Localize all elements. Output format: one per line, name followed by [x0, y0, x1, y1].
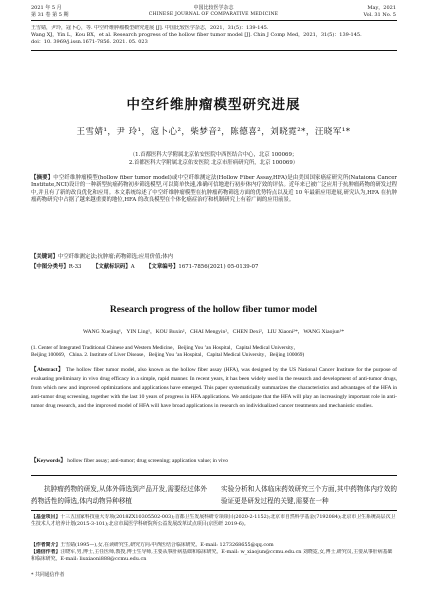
abstract-cn-label: 【摘要】 [31, 175, 54, 181]
affiliation-cn-1: （1.首都医科大学附属北京佑安医院中西医结合中心，北京 100069； [129, 152, 298, 158]
keywords-en [31, 458, 397, 465]
abstract-en-label: 【Abstract】 [31, 367, 65, 373]
abstract-cn-text: 中空纤维肿瘤模型(hollow fiber tumor model)或中空纤维测定法(Hollow Fiber Assay,HFA)是由美国国家癌症研究所(Nataiona Cancer Institute,NCI)设计的一种新型抗癌药物初步筛选模型,可以简单快速,准确可信地进行初步体内疗效的评估。近年来已被广泛应用于抗肿瘤药物的研发过程中,并且有了新的改良优化和应用。本文系统综述了中空纤维肿瘤模型在抗肿瘤药物筛选方面的优势特点以及近 10 年最新应用进展,研究认为,HFA 在抗肿瘤药物研究中占据了越来越重要的地位,HFA 的改良模型在个体化癌症治疗和机制研究上有着广阔的应用前景。 [31, 175, 397, 203]
author-bio-label: 【作者简介】 [31, 542, 61, 548]
footnote-author [31, 542, 397, 549]
abstract-en-text: The hollow fiber tumor model, also known as the hollow fiber assay (HFA), was designed by the US National Cancer Institute for the purpose of evaluating preliminary in vivo drug efficacy in a simple, rapid manner. In recent years, it has been widely used in the research and development of anti-tumor drugs, from which new and improved optimizations and applications have emerged. This paper systematically summarizes the characteristics and advantages of the HFA in anti-tumor drug screening, together with the last 10 years of progress in HFA applications. We anticipate that the HFA will play an increasingly important role in anti-tumor drug research, and the improved model of HFA will have broad applications in research on individualized cancer treatments and mechanistic studies. [31, 367, 398, 409]
title-cn: 中空纤维肿瘤模型研究进展 [126, 97, 301, 113]
footnote-equal-contribution: * 共同通信作者 [31, 572, 65, 578]
citation-en: Wang XJ，Yin L，Kou BX，et al. Research progress of the hollow fiber tumor model [J]. Chin J Comp Med，2021，31(5)：139-145. [31, 32, 362, 39]
fund-text: 十三五国家科技重大专项(2018ZX10305502-003);首都卫生发展科研专项项目(2020-2-1152);北京市自然科学基金(7192084);北京市卫生系统高层次卫生技术人才培养计划(2015-3-101);北京市属医学科研院所公益发展改革试点项目(京医研 2019-6)。 [31, 514, 396, 527]
doc-label: 【文献标识码】 [92, 264, 131, 270]
citation-cn: 王雪婧，尹玲，寇卜心，等. 中空纤维肿瘤模型研究进展 [J]. 中国比较医学杂志，2021，31(5)：139-145. [31, 25, 269, 31]
footnote-corresponding [31, 549, 397, 562]
header-volume-cn: 第 31 卷 第 5 期 [31, 12, 69, 18]
affiliations-en [31, 345, 397, 359]
affiliation-cn-2: 2.首都医科大学附属北京佑安医院 北京市肝病研究所，北京 100069） [128, 160, 299, 166]
citation-block [31, 25, 397, 47]
corresponding-text: 汪晓军,男,博士,主任医师,教授,博士生导师,主要从事肝病基础和临床研究。E-mail: w_xiaojun@ccmu.edu.cn 刘晓霓,女,博士,研究员,主要从事肝病基础和临床研究。E-mail: liuxiaoni888@ccmu.edu.cn [31, 549, 393, 562]
header-rule [31, 20, 397, 21]
body-column-right: 实验分析和人体临床药效研究三个方面,其中药物体内疗效的验证更是研发过程的关键,需要在一种 [221, 485, 397, 505]
keywords-cn-text: 中空纤维测定法;抗肿瘤;药物筛选;应用价值;体内 [57, 254, 174, 260]
clc-value: R-33 [68, 264, 82, 270]
clc-label: 【中图分类号】 [31, 264, 69, 270]
keywords-cn [31, 254, 397, 261]
body-column-left: 抗肿瘤药物的研发,从体外筛选到产品开发,需要经过体外药物活性的筛选,体内动物异种移植 [31, 485, 207, 505]
doc-value: A [130, 264, 135, 270]
citation-rule [31, 50, 397, 51]
header-date-en: May，2021 [367, 5, 396, 11]
classification-line [31, 264, 397, 271]
keywords-cn-label: 【关键词】 [31, 254, 58, 260]
keywords-en-label: 【Keywords】 [31, 458, 66, 464]
author-bio-text: 王雪婧(1995—),女,在读研究生,研究方向:中西医结合临床研究。E-mail: 1273268655@qq.com [60, 542, 274, 548]
article-no-label: 【文章编号】 [146, 264, 179, 270]
header-volume-en: Vol. 31 No. 5 [363, 12, 396, 18]
authors-cn: 王雪婧¹，尹 玲¹，寇卜心²，柴梦音²，陈德喜²，刘晓霓²*，汪晓军¹* [76, 127, 351, 137]
keywords-en-text: hollow fiber assay; anti-tumor; drug screening; application value; in vivo [67, 458, 229, 464]
abstract-en [31, 366, 397, 411]
title-en: Research progress of the hollow fiber tumor model [109, 304, 318, 315]
header-date-cn: 2021 年 5 月 [31, 5, 62, 11]
abstract-rule [31, 475, 397, 476]
corresponding-label: 【通信作者】 [31, 549, 61, 555]
header-journal-en: CHINESE JOURNAL OF COMPARATIVE MEDICINE [148, 12, 279, 17]
affiliation-en-2: Beijing 100069，China. 2. Institute of Liver Disease，Beijing You ’an Hospital，Capital Medical University，Beijing 100069) [31, 352, 305, 359]
article-no-value: 1671-7856(2021) 05-0139-07 [178, 264, 259, 270]
footnote-fund [31, 514, 397, 527]
affiliation-en-1: (1. Center of Integrated Traditional Chinese and Western Medicine，Beijing You ’an Hospital，Capital Medical University， [31, 345, 299, 351]
abstract-cn [31, 175, 397, 204]
fund-label: 【基金项目】 [31, 514, 61, 520]
header-journal-cn: 中国比较医学杂志 [193, 5, 234, 11]
citation-doi: doi：10. 3969/j.issn.1671-7856. 2021. 05. 023 [31, 39, 148, 46]
authors-en: WANG Xuejing¹，YIN Ling¹，KOU Buxin²，CHAI Mengyin²，CHEN Dexi²，LIU Xiaoni²*，WANG Xiaojun¹* [82, 329, 345, 335]
footnote-rule [31, 510, 397, 511]
